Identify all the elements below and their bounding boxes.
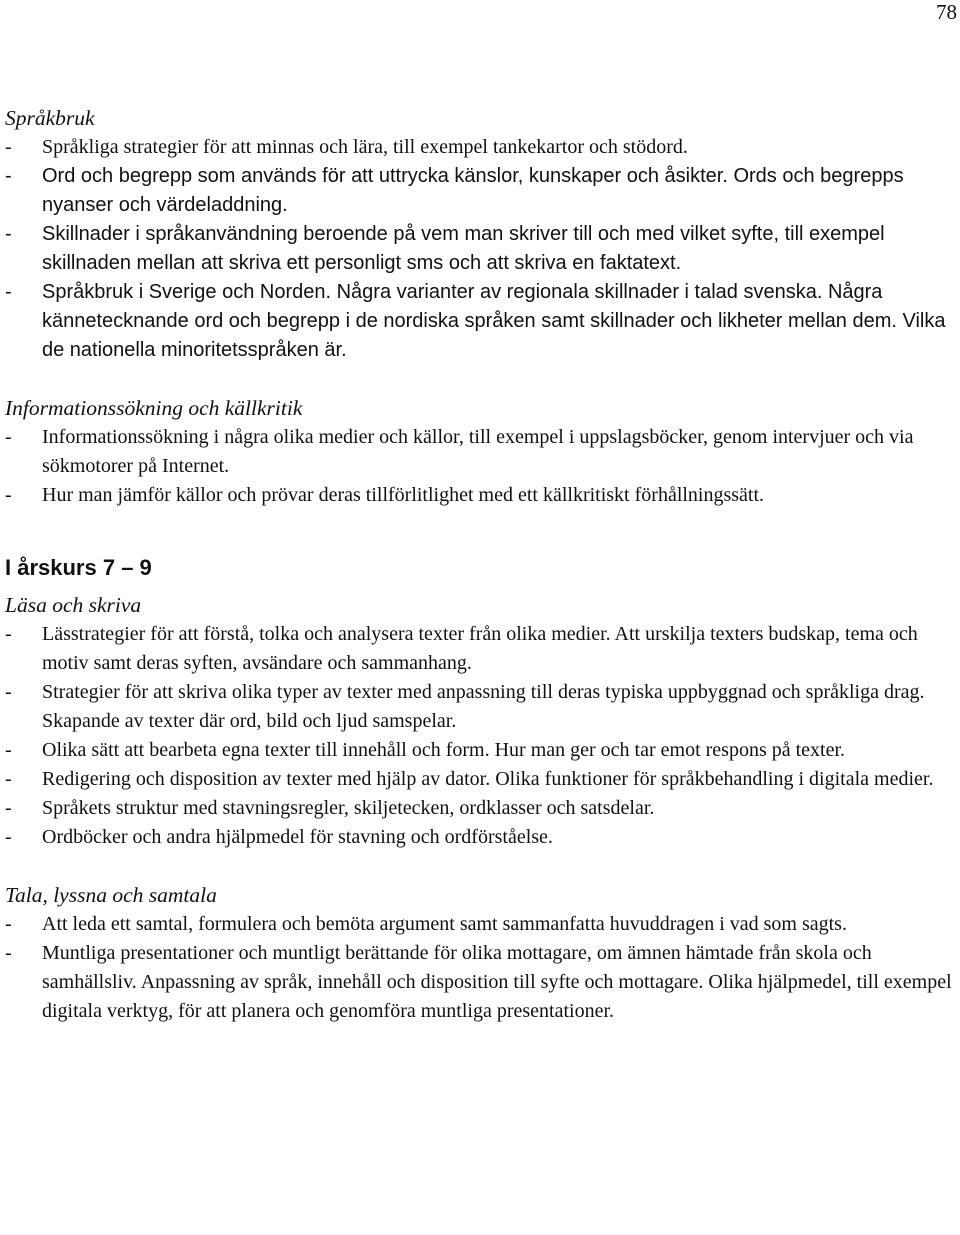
list-item <box>5 678 960 736</box>
list-marker: - <box>5 623 12 645</box>
section-sprakbruk <box>5 104 960 365</box>
list-marker: - <box>5 739 12 761</box>
list-item <box>5 423 960 481</box>
section-heading: Tala, lyssna och samtala <box>5 883 217 907</box>
list-item <box>5 765 960 794</box>
section-tala-lyssna <box>5 881 960 1026</box>
list-marker: - <box>5 484 12 506</box>
section-arskurs <box>5 553 960 582</box>
list-item <box>5 939 960 1026</box>
list-item-text: Hur man jämför källor och prövar deras tillförlitlighet med ett källkritiskt förhållningssätt. <box>42 484 765 506</box>
list-item-text: Språkets struktur med stavningsregler, skiljetecken, ordklasser och satsdelar. <box>42 797 655 819</box>
bullet-list <box>5 423 960 510</box>
list-item-text: Olika sätt att bearbeta egna texter till innehåll och form. Hur man ger och tar emot respons på texter. <box>42 739 846 761</box>
list-item <box>5 910 960 939</box>
section-heading: Informationssökning och källkritik <box>5 396 303 420</box>
section-heading: Läsa och skriva <box>5 593 142 617</box>
list-marker: - <box>5 223 12 245</box>
bullet-list <box>5 910 960 1026</box>
list-item-text: Lässtrategier för att förstå, tolka och analysera texter från olika medier. Att urskilja texters budskap, tema och motiv samt deras syften, avsändare och sammanhang. <box>42 623 918 674</box>
list-item <box>5 736 960 765</box>
list-item <box>5 823 960 852</box>
section-heading: Språkbruk <box>5 106 95 130</box>
list-item-text: Språkliga strategier för att minnas och lära, till exempel tankekartor och stödord. <box>42 136 688 158</box>
list-item <box>5 133 960 162</box>
list-item <box>5 620 960 678</box>
page-number: 78 <box>936 0 957 24</box>
list-item-text: Ordböcker och andra hjälpmedel för stavning och ordförståelse. <box>42 826 553 848</box>
list-marker: - <box>5 913 12 935</box>
section-informationssokning <box>5 394 960 510</box>
list-marker: - <box>5 942 12 964</box>
list-item-text: Språkbruk i Sverige och Norden. Några varianter av regionala skillnader i talad svenska. Några kännetecknande ord och begrepp i de nordiska språken samt skillnader och likheter mellan dem. Vilka de nationella minoritetsspråken är. <box>42 281 946 361</box>
bullet-list <box>5 133 960 365</box>
list-marker: - <box>5 797 12 819</box>
list-marker: - <box>5 165 12 187</box>
list-item-text: Att leda ett samtal, formulera och bemöta argument samt sammanfatta huvuddragen i vad som sagts. <box>42 913 847 935</box>
grade-heading: I årskurs 7 – 9 <box>5 555 152 580</box>
list-item-text: Muntliga presentationer och muntligt berättande för olika mottagare, om ämnen hämtade från skola och samhällsliv. Anpassning av språk, innehåll och disposition till syfte och mottagare. Olika hjälpmedel, till exempel digitala verktyg, för att planera och genomföra muntliga presentationer. <box>42 942 952 1022</box>
list-item-text: Strategier för att skriva olika typer av texter med anpassning till deras typiska uppbyggnad och språkliga drag. Skapande av texter där ord, bild och ljud samspelar. <box>42 681 925 732</box>
list-marker: - <box>5 768 12 790</box>
list-item-text: Skillnader i språkanvändning beroende på vem man skriver till och med vilket syfte, till exempel skillnaden mellan att skriva ett personligt sms och att skriva en faktatext. <box>42 223 885 274</box>
list-item-text: Redigering och disposition av texter med hjälp av dator. Olika funktioner för språkbehandling i digitala medier. <box>42 768 934 790</box>
list-marker: - <box>5 136 12 158</box>
list-item <box>5 162 960 220</box>
list-marker: - <box>5 281 12 303</box>
list-item <box>5 481 960 510</box>
list-item <box>5 794 960 823</box>
list-item-text: Ord och begrepp som används för att uttrycka känslor, kunskaper och åsikter. Ords och begrepps nyanser och värdeladdning. <box>42 165 904 216</box>
list-item <box>5 278 960 365</box>
list-item-text: Informationssökning i några olika medier och källor, till exempel i uppslagsböcker, genom intervjuer och via sökmotorer på Internet. <box>42 426 914 477</box>
list-marker: - <box>5 426 12 448</box>
document-body <box>5 104 960 1026</box>
list-marker: - <box>5 681 12 703</box>
bullet-list <box>5 620 960 852</box>
list-marker: - <box>5 826 12 848</box>
section-lasa-skriva <box>5 591 960 852</box>
list-item <box>5 220 960 278</box>
